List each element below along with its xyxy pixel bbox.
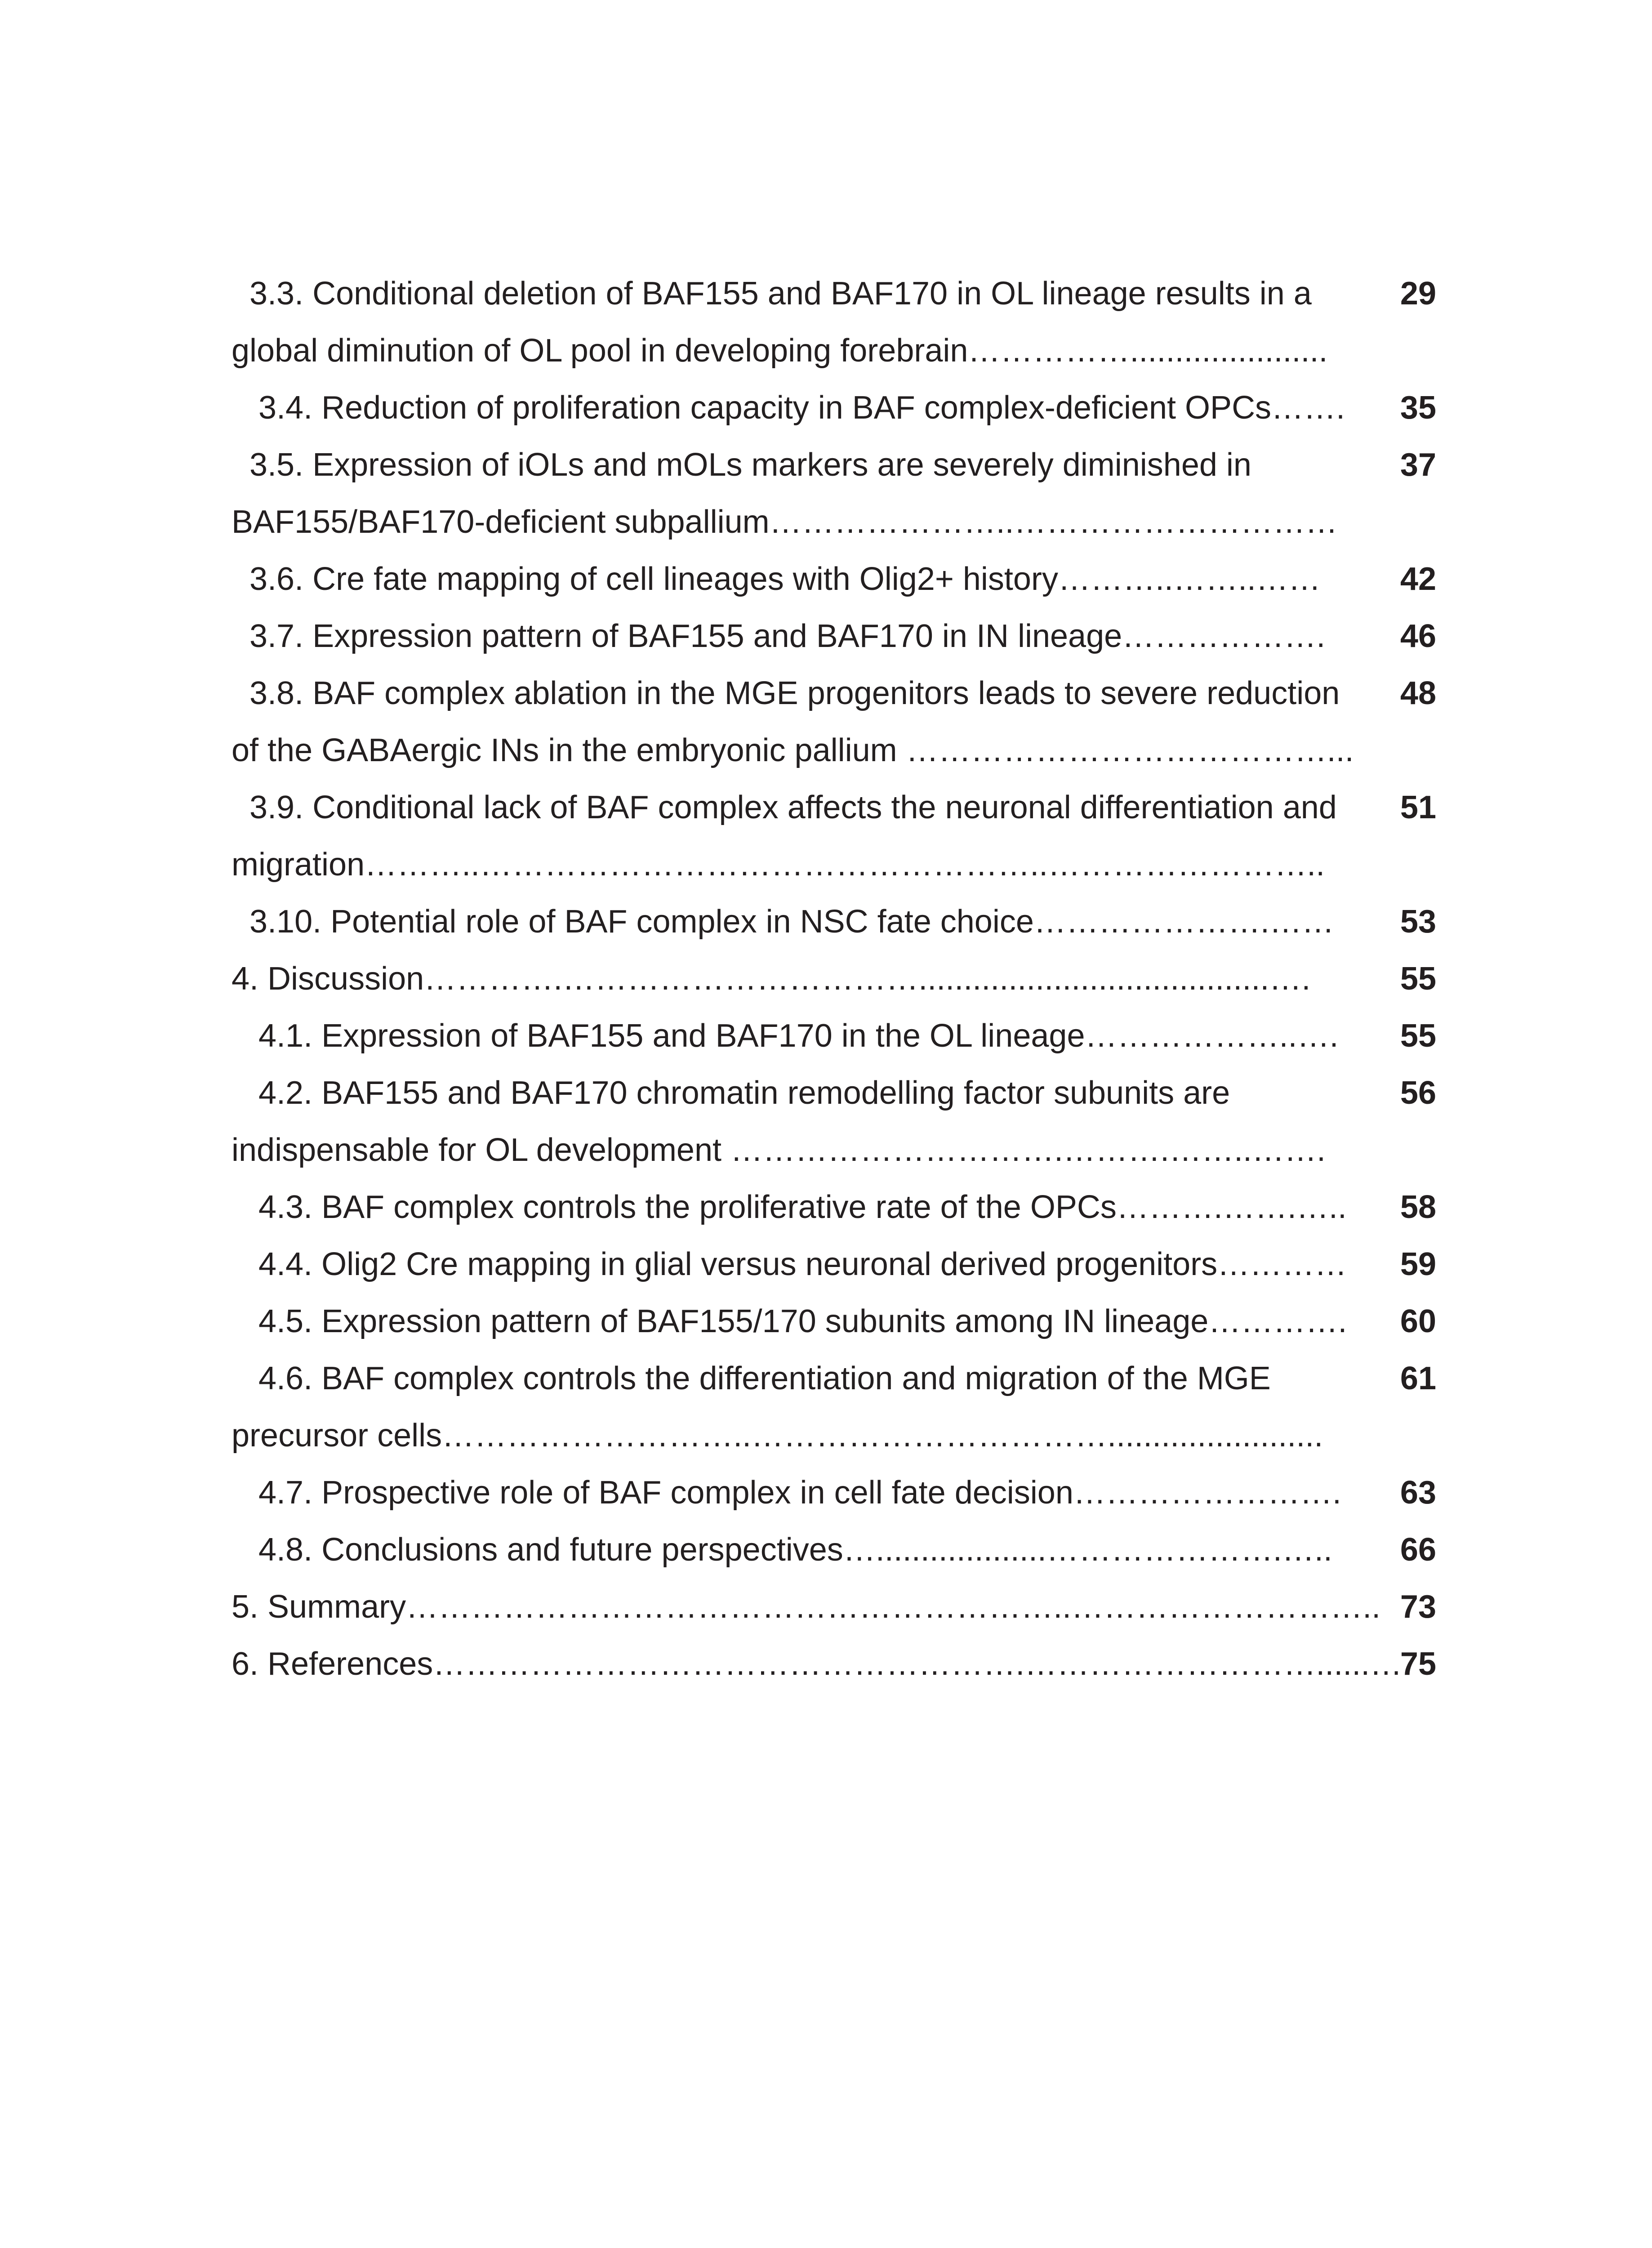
toc-page-number: 73 [1400, 1589, 1436, 1625]
toc-entry-3-3 [232, 265, 1436, 379]
toc-entry-title: 4.4. Olig2 Cre mapping in glial versus neuronal derived progenitors………… [258, 1246, 1347, 1282]
toc-page-number: 46 [1400, 618, 1436, 654]
toc-entry-title: 4.7. Prospective role of BAF complex in cell fate decision……………………. [258, 1475, 1341, 1511]
toc-entry-title: 3.6. Cre fate mapping of cell lineages with Olig2+ history………..……..…… [249, 561, 1321, 597]
toc-entry-title-continued: precursor cells………………………..……………………………........................ [232, 1418, 1323, 1454]
toc-page-number: 75 [1400, 1646, 1436, 1682]
toc-entry-4-5 [232, 1293, 1436, 1350]
toc-entry-title: 3.7. Expression pattern of BAF155 and BAF170 in IN lineage………………. [249, 618, 1326, 654]
toc-entry-title: 3.9. Conditional lack of BAF complex affects the neuronal differentiation and [249, 789, 1337, 825]
toc-entry-4-2 [232, 1065, 1436, 1179]
toc-page-number: 51 [1400, 789, 1436, 825]
toc-entry-title: 3.3. Conditional deletion of BAF155 and BAF170 in OL lineage results in a [249, 276, 1312, 312]
toc-entry-title: 4.1. Expression of BAF155 and BAF170 in the OL lineage………………..…. [258, 1018, 1339, 1054]
toc-entry-title-continued: migration………..……………………………………………..…………………….. [232, 847, 1325, 883]
toc-page-number: 59 [1400, 1246, 1436, 1282]
toc-entry-title: 4.8. Conclusions and future perspectives…...................………………….….. [258, 1532, 1332, 1568]
toc-entry-title: 3.4. Reduction of proliferation capacity in BAF complex-deficient OPCs……. [258, 390, 1345, 426]
toc-entry-title: 3.10. Potential role of BAF complex in NSC fate choice………………….…… [249, 904, 1334, 940]
toc-entry-3-4 [232, 379, 1436, 437]
toc-entry-title-continued: global diminution of OL pool in developing forebrain……………...................... [232, 333, 1328, 369]
toc-page-number: 56 [1400, 1075, 1436, 1111]
toc-entry-title: 5. Summary……………………………………………………..……………………….. [232, 1589, 1381, 1625]
toc-entry-title-continued: indispensable for OL development ………………………….……….……..……. [232, 1132, 1326, 1168]
toc-entry-4-4 [232, 1236, 1436, 1293]
toc-entry-4-8 [232, 1521, 1436, 1579]
toc-entry-title: 4.5. Expression pattern of BAF155/170 subunits among IN lineage…………. [258, 1303, 1347, 1339]
toc-entry-5 [232, 1579, 1436, 1636]
toc-entry-title: 3.5. Expression of iOLs and mOLs markers are severely diminished in [249, 447, 1251, 483]
toc-page-number: 37 [1400, 447, 1436, 483]
toc-entry-title: 4.6. BAF complex controls the differentiation and migration of the MGE [258, 1360, 1271, 1396]
toc-entry-3-7 [232, 608, 1436, 665]
toc-page-number: 58 [1400, 1189, 1436, 1225]
toc-entry-4-6 [232, 1350, 1436, 1464]
toc-page-number: 66 [1400, 1532, 1436, 1568]
toc-page-number: 63 [1400, 1475, 1436, 1511]
toc-entry-6 [232, 1636, 1436, 1693]
toc-page-number: 29 [1400, 276, 1436, 312]
toc-page-number: 55 [1400, 1018, 1436, 1054]
table-of-contents [232, 265, 1436, 1693]
toc-entry-3-8 [232, 665, 1436, 779]
toc-entry-title: 4.2. BAF155 and BAF170 chromatin remodelling factor subunits are [258, 1075, 1230, 1111]
toc-page-number: 61 [1400, 1360, 1436, 1396]
toc-page-number: 35 [1400, 390, 1436, 426]
toc-entry-4-3 [232, 1179, 1436, 1236]
toc-entry-3-10 [232, 893, 1436, 950]
toc-entry-title: 4.3. BAF complex controls the proliferative rate of the OPCs……….…….….. [258, 1189, 1347, 1225]
toc-entry-3-9 [232, 779, 1436, 893]
toc-entry-title: 6. References……………………………………………….………………………......… [232, 1646, 1403, 1682]
toc-entry-3-6 [232, 551, 1436, 608]
toc-page-number: 53 [1400, 904, 1436, 940]
toc-entry-title-continued: BAF155/BAF170-deficient subpallium…………………..………………………… [232, 504, 1338, 540]
toc-page-number: 55 [1400, 961, 1436, 997]
toc-entry-4-1 [232, 1008, 1436, 1065]
toc-entry-title: 3.8. BAF complex ablation in the MGE progenitors leads to severe reduction [249, 675, 1340, 711]
toc-page-number: 48 [1400, 675, 1436, 711]
toc-entry-title: 4. Discussion………….…………………………….......................................…. [232, 961, 1311, 997]
toc-entry-3-5 [232, 437, 1436, 551]
toc-page-number: 42 [1400, 561, 1436, 597]
toc-page-number: 60 [1400, 1303, 1436, 1339]
toc-entry-4 [232, 950, 1436, 1008]
toc-entry-title-continued: of the GABAergic INs in the embryonic pallium …………………………………... [232, 732, 1354, 768]
toc-entry-4-7 [232, 1464, 1436, 1521]
